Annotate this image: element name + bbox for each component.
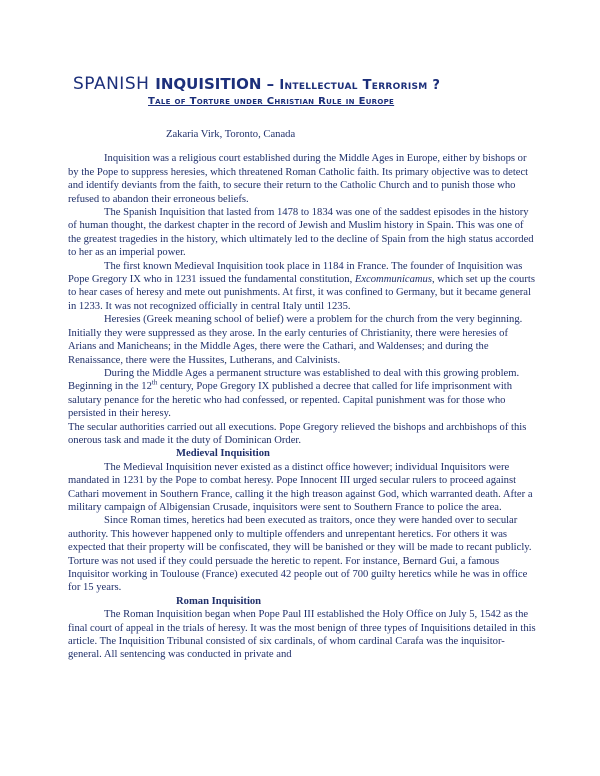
document-title [73, 74, 533, 94]
paragraph-1: Inquisition was a religious court established during the Middle Ages in Europe, either by bishops or by the Pope to suppress heresies, which threatened Roman Catholic faith. Its primary objective was to detect and identify deviants from the faith, to secure their return to the Catholic Church and to punish those who refused to abandon their erroneous beliefs. [68, 153, 529, 205]
title-part-1: SPANISH [73, 74, 156, 94]
heading-roman-inquisition: Roman Inquisition [176, 595, 262, 607]
title-part-2: INQUISITION – [155, 75, 280, 93]
paragraph-7: The Medieval Inquisition never existed as a distinct office however; individual Inquisitors were mandated in 1231 by the Pope to combat heresy. Pope Innocent III urged secular rulers to proceed against Cathari movement in Southern France, calling it the high treason against God, which warranted death. After a military campaign of Albigensian Crusade, inquisitors were sent to Southern France to police the area. [68, 461, 533, 513]
paragraph-5-text-b: century, Pope Gregory IX published a decree that called for life imprisonment with salutary penance for the heretic who had confessed, or repented. Capital punishment was for those who persisted in their heresy. [68, 381, 513, 420]
paragraph-3-italic: Excommunicamus [354, 274, 432, 286]
author-line: Zakaria Virk, Toronto, Canada [166, 129, 296, 140]
paragraph-3-text-c: , which set up the courts to hear cases of heresy and mete out punishments. At first, it was confined to Germany, but it became general in 1233. It was not recognized officially in central Italy until 1235. [68, 274, 535, 312]
paragraph-3 [68, 260, 538, 314]
paragraph-5-text-a: During the Middle Ages a permanent structure was established to deal with this growing problem. Beginning in the 12 [68, 367, 520, 393]
paragraph-5 [68, 367, 538, 421]
paragraph-4: Heresies (Greek meaning school of belief) were a problem for the church from the very beginning. Initially they were suppressed as they arose. In the early centuries of Christianity, there were heresies of Arians and Manicheans; in the Middle Ages, there were the Cathari, and Waldenses; and during the Renaissance, there were the Hussites, Lutherans, and Calvinists. [68, 314, 523, 366]
paragraph-2: The Spanish Inquisition that lasted from 1478 to 1834 was one of the saddest episodes in the history of human thought, the darkest chapter in the record of Jewish and Muslim history in Spain. This was one of the greatest tragedies in the history, which ultimately led to the decline of Spain from the high status accorded to her as an imperial power. [68, 207, 534, 259]
title-part-3: Intellectual Terrorism ? [279, 78, 441, 93]
document-subtitle: Tale of Torture under Christian Rule in Europe [148, 96, 395, 107]
paragraph-8: Since Roman times, heretics had been executed as traitors, once they were handed over to secular authority. This however happened only to multiple offenders and unrepentant heretics. For others it was expected that their property will be confiscated, they will be banished or they will be made to recant publicly. Torture was not used if they could persuade the heretic to repent. For instance, Bernard Gui, a famous Inquisitor working in Toulouse (France) executed 42 people out of 700 guilty heretics while he was in office for 15 years. [68, 515, 532, 594]
paragraph-6: The secular authorities carried out all executions. Pope Gregory relieved the bishops and archbishops of this onerous task and made it the duty of Dominican Order. [68, 421, 527, 446]
paragraph-5-superscript: th [151, 378, 158, 387]
document-body [68, 128, 538, 662]
paragraph-3-text-a: The first known Medieval Inquisition took place in 1184 in France. The founder of Inquisition was Pope Gregory IX who in 1231 issued the fundamental constitution, [68, 260, 523, 286]
paragraph-9: The Roman Inquisition began when Pope Paul III established the Holy Office on July 5, 1542 as the final court of appeal in the trials of heresy. It was the most benign of three types of Inquisitions detailed in this article. The Inquisition Tribunal consisted of six cardinals, of whom cardinal Carafa was the inquisitor- general. All sentencing was conducted in private and [68, 609, 536, 661]
heading-medieval-inquisition: Medieval Inquisition [176, 448, 270, 460]
